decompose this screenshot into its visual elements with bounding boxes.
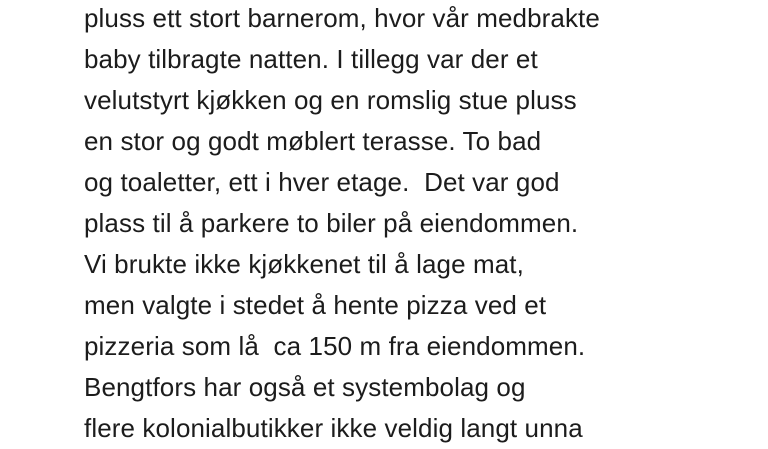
review-line-2: baby tilbragte natten. I tillegg var der et (84, 44, 538, 74)
review-line-11: flere kolonialbutikker ikke veldig langt unna (84, 413, 583, 443)
review-line-5: og toaletter, ett i hver etage. Det var god (84, 167, 560, 197)
review-line-3: velutstyrt kjøkken og en romslig stue pluss (84, 85, 577, 115)
review-line-1: pluss ett stort barnerom, hvor vår medbrakte (84, 3, 600, 33)
review-line-8: men valgte i stedet å hente pizza ved et (84, 290, 547, 320)
review-line-7: Vi brukte ikke kjøkkenet til å lage mat, (84, 249, 524, 279)
review-line-10: Bengtfors har også et systembolag og (84, 372, 526, 402)
review-text-block (84, 0, 764, 449)
review-line-9: pizzeria som lå ca 150 m fra eiendommen. (84, 331, 586, 361)
review-line-4: en stor og godt møblert terasse. To bad (84, 126, 542, 156)
review-line-6: plass til å parkere to biler på eiendommen. (84, 208, 579, 238)
